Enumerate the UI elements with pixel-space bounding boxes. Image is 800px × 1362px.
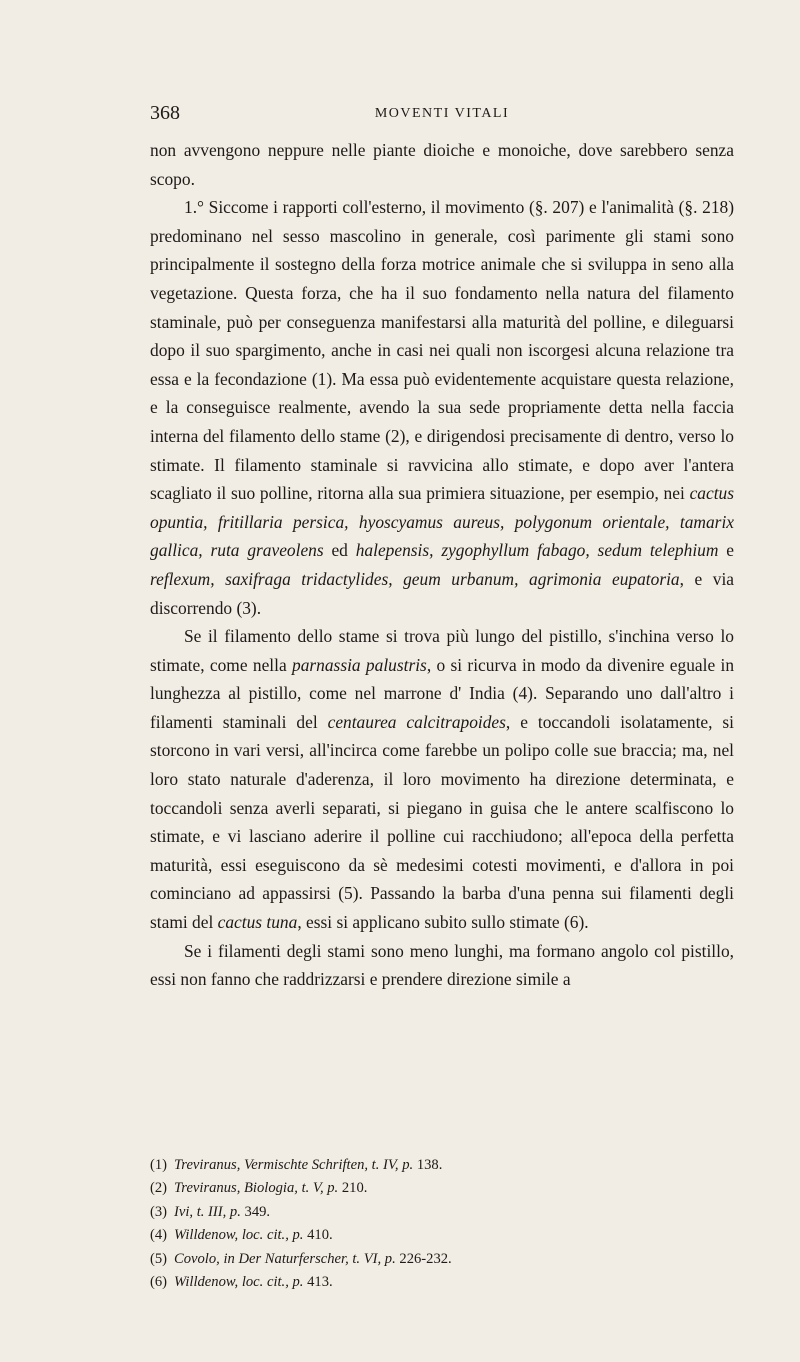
- paragraph-continuation: non avvengono neppure nelle piante dioiche e monoiche, dove sarebbero senza scopo.: [150, 140, 734, 189]
- footnote: (2) Treviranus, Biologia, t. V, p. 210.: [150, 1180, 368, 1197]
- running-title: MOVENTI VITALI: [374, 106, 510, 121]
- species-list: reflexum, saxifraga tridactylides, geum urbanum, agrimonia eupatoria: [150, 568, 680, 589]
- paragraph-3: Se i filamenti degli stami sono meno lunghi, ma formano angolo col pistillo, essi non fanno che raddrizzarsi e prendere direzione simile a: [150, 940, 734, 990]
- species-name: centaurea calcitrapoides: [327, 711, 506, 732]
- paragraph-2: Se il filamento dello stame si trova più lungo del pistillo, s'inchina verso lo stimate, come nella parnassia palustris, o si ricurva in modo da divenire eguale in lunghezza al pistillo, come nel marrone d' India (4). Separando uno dall'altro i filamenti staminali del centaurea calcitrapoides, e toccandoli isolatamente, si storcono in vari versi, all'incirca come farebbe un polipo colle sue braccia; ma, nel loro stato naturale d'aderenza, il loro movimento ha direzione determinata, e toccandoli senza averli separati, si piegano in guisa che le antere scalfiscono lo stimate, e vi lasciano aderire il polline cui racchiudono; all'epoca della perfetta maturità, essi eseguiscono da sè medesimi cotesti movimenti, e d'allora in poi cominciano ad appassirsi (5). Passando la barba d'una penna sui filamenti degli stami del cactus tuna, essi si applicano subito sullo stimate (6).: [150, 626, 735, 933]
- page-number: 368: [150, 102, 180, 124]
- species-list: halepensis, zygophyllum fabago, sedum telephium: [355, 540, 719, 561]
- footnotes: [150, 1154, 734, 1294]
- main-text: [150, 136, 734, 994]
- footnote: (4) Willdenow, loc. cit., p. 410.: [150, 1227, 333, 1244]
- footnote: (1) Treviranus, Vermischte Schriften, t. IV, p. 138.: [150, 1157, 443, 1173]
- footnote: (3) Ivi, t. III, p. 349.: [150, 1203, 271, 1220]
- species-name: parnassia palustris: [292, 654, 427, 675]
- species-list: cactus opuntia, fritillaria persica, hyoscyamus aureus, polygonum orientale, tamarix gallica, ruta graveolens: [150, 483, 734, 561]
- footnote: (5) Covolo, in Der Naturferscher, t. VI, p. 226-232.: [150, 1250, 452, 1267]
- footnote: (6) Willdenow, loc. cit., p. 413.: [150, 1274, 333, 1291]
- species-name: cactus tuna: [217, 912, 298, 933]
- page-header: [150, 102, 734, 128]
- paragraph-1: 1.° Siccome i rapporti coll'esterno, il movimento (§. 207) e l'animalità (§. 218) predominano nel sesso mascolino in generale, così parimente gli stami sono principalmente il sostegno della forza motrice animale che si sviluppa in seno alla vegetazione. Questa forza, che ha il suo fondamento nella natura del filamento staminale, può per conseguenza manifestarsi alla maturità del polline, e dileguarsi dopo il suo spargimento, anche in casi nei quali non iscorgesi alcuna relazione tra essa e la fecondazione (1). Ma essa può evidentemente acquistare questa relazione, e la conseguisce realmente, avendo la sua sede propriamente detta nella faccia interna del filamento dello stame (2), e dirigendosi precisamente di dentro, verso lo stimate. Il filamento staminale si ravvicina allo stimate, e dopo aver l'antera scagliato il suo polline, ritorna alla sua primiera situazione, per esempio, nei cactus opuntia, fritillaria persica, hyoscyamus aureus, polygonum orientale, tamarix gallica, ruta graveolens ed halepensis, zygophyllum fabago, sedum telephium e reflexum, saxifraga tridactylides, geum urbanum, agrimonia eupatoria, e via discorrendo (3).: [150, 197, 734, 618]
